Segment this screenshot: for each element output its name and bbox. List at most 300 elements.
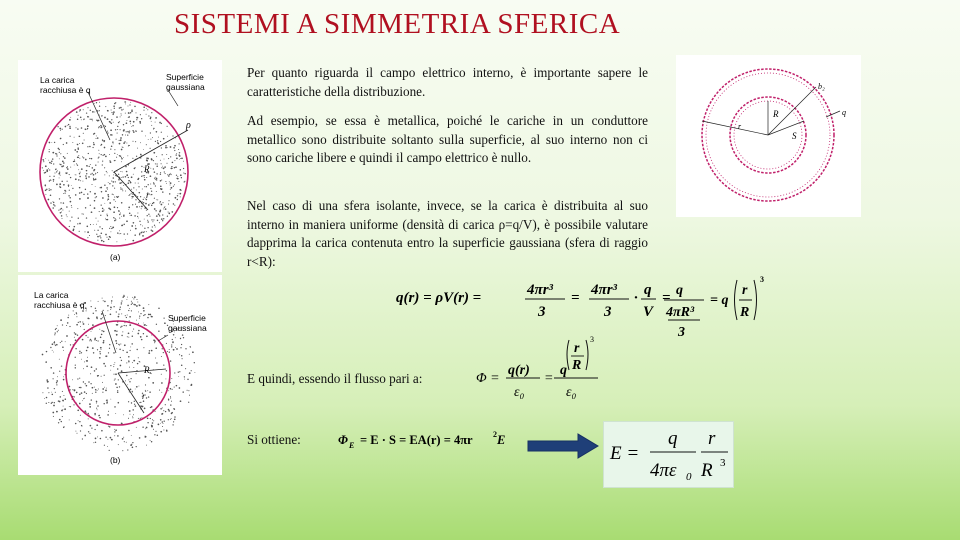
charge-dot	[92, 387, 94, 389]
charge-dot	[167, 126, 168, 127]
charge-dot	[117, 324, 119, 326]
charge-dot	[157, 140, 158, 141]
charge-dot	[107, 310, 108, 311]
charge-dot	[112, 227, 114, 229]
fig-a-r-label: r	[146, 190, 150, 200]
charge-dot	[163, 138, 165, 140]
charge-dot	[94, 338, 96, 340]
charge-dot	[122, 189, 123, 190]
charge-dot	[53, 176, 54, 177]
charge-dot	[66, 214, 67, 215]
charge-dot	[158, 213, 160, 215]
charge-dot	[92, 347, 94, 349]
charge-dot	[87, 231, 89, 233]
charge-dot	[98, 221, 99, 222]
charge-dot	[150, 148, 151, 149]
result-den2: R	[701, 460, 713, 481]
charge-dot	[120, 107, 122, 109]
result-den1: 4πε	[650, 460, 677, 481]
charge-dot	[77, 409, 79, 411]
charge-dot	[50, 347, 51, 348]
charge-dot	[80, 387, 82, 389]
charge-dot	[88, 418, 89, 419]
charge-dot	[129, 367, 130, 368]
charge-dot	[90, 373, 91, 374]
charge-dot	[126, 375, 127, 376]
charge-dot	[91, 158, 93, 160]
charge-dot	[131, 310, 132, 311]
charge-dot	[77, 119, 79, 121]
charge-dot	[59, 186, 60, 187]
charge-dot	[184, 173, 185, 174]
charge-dot	[88, 153, 89, 154]
charge-dot	[160, 431, 162, 433]
charge-dot	[103, 241, 105, 243]
charge-dot	[83, 381, 84, 382]
charge-dot	[188, 402, 189, 403]
charge-dot	[80, 326, 81, 327]
charge-dot	[81, 359, 82, 360]
charge-dot	[69, 197, 71, 199]
charge-dot	[62, 391, 63, 392]
charge-dot	[83, 398, 84, 399]
charge-dot	[43, 161, 44, 162]
charge-dot	[113, 374, 114, 375]
charge-dot	[56, 184, 58, 186]
charge-dot	[159, 122, 161, 124]
eq1-f2-num: q	[644, 282, 652, 298]
charge-dot	[106, 214, 107, 215]
charge-dot	[103, 342, 105, 344]
charge-dot	[56, 328, 57, 329]
charge-dot	[42, 159, 43, 160]
charge-dot	[132, 204, 133, 205]
charge-dot	[148, 139, 149, 140]
charge-dot	[108, 196, 109, 197]
charge-dot	[102, 161, 103, 162]
charge-dot	[151, 219, 152, 220]
charge-dot	[111, 135, 112, 136]
charge-dot	[79, 173, 80, 174]
charge-dot	[117, 129, 118, 130]
charge-dot	[102, 155, 103, 156]
charge-dot	[159, 202, 160, 203]
charge-dot	[132, 336, 133, 337]
charge-dot	[115, 218, 116, 219]
charge-dot	[77, 165, 78, 166]
charge-dot	[60, 164, 62, 166]
charge-dot	[77, 334, 78, 335]
charge-dot	[95, 178, 97, 180]
charge-dot	[78, 115, 79, 116]
charge-dot	[121, 313, 122, 314]
charge-dot	[125, 113, 126, 114]
charge-dot	[87, 193, 88, 194]
charge-dot	[135, 141, 136, 142]
charge-dot	[86, 217, 87, 218]
charge-dot	[49, 190, 50, 191]
charge-dot	[164, 206, 165, 207]
charge-dot	[79, 394, 81, 396]
charge-dot	[146, 144, 147, 145]
fig-a-rho-label: ρ	[186, 120, 191, 131]
charge-dot	[157, 199, 158, 200]
eq1-f4-den-num: 4πR³	[666, 305, 695, 320]
charge-dot	[104, 117, 106, 119]
charge-dot	[170, 388, 172, 390]
charge-dot	[173, 349, 175, 351]
eq2-eq: =	[544, 371, 554, 386]
charge-dot	[176, 385, 178, 387]
charge-dot	[161, 167, 162, 168]
charge-dot	[144, 408, 146, 410]
charge-dot	[110, 231, 111, 232]
charge-dot	[113, 306, 114, 307]
charge-dot	[104, 375, 105, 376]
charge-dot	[104, 301, 106, 303]
charge-dot	[158, 330, 159, 331]
charge-dot	[72, 188, 73, 189]
charge-dot	[144, 228, 145, 229]
charge-dot	[164, 207, 165, 208]
charge-dot	[121, 335, 122, 336]
charge-dot	[61, 366, 62, 367]
charge-dot	[63, 350, 64, 351]
charge-dot	[129, 324, 131, 326]
charge-dot	[153, 429, 154, 430]
charge-dot	[119, 386, 120, 387]
charge-dot	[122, 450, 123, 451]
charge-dot	[97, 340, 98, 341]
charge-dot	[69, 226, 70, 227]
charge-dot	[168, 213, 170, 215]
charge-dot	[167, 216, 168, 217]
charge-dot	[144, 175, 145, 176]
charge-dot	[133, 367, 134, 368]
charge-dot	[60, 138, 61, 139]
charge-dot	[170, 173, 171, 174]
charge-dot	[125, 101, 126, 102]
charge-dot	[130, 389, 132, 391]
charge-dot	[96, 316, 98, 318]
charge-dot	[86, 170, 88, 172]
charge-dot	[54, 172, 55, 173]
charge-dot	[102, 164, 103, 165]
charge-dot	[107, 118, 109, 120]
charge-dot	[122, 190, 123, 191]
charge-dot	[156, 156, 157, 157]
charge-dot	[53, 181, 54, 182]
charge-dot	[128, 379, 129, 380]
charge-dot	[101, 313, 103, 315]
charge-dot	[84, 435, 86, 437]
charge-dot	[86, 112, 87, 113]
charge-dot	[44, 172, 45, 173]
charge-dot	[132, 362, 133, 363]
charge-dot	[129, 212, 131, 214]
charge-dot	[80, 430, 81, 431]
charge-dot	[85, 383, 86, 384]
charge-dot	[170, 185, 171, 186]
charge-dot	[107, 189, 108, 190]
charge-dot	[53, 163, 54, 164]
charge-dot	[46, 397, 48, 399]
charge-dot	[81, 192, 83, 194]
charge-dot	[52, 158, 53, 159]
charge-dot	[85, 175, 87, 177]
charge-dot	[99, 153, 100, 154]
charge-dot	[64, 157, 66, 159]
charge-dot	[158, 424, 160, 426]
charge-dot	[107, 414, 109, 416]
charge-dot	[141, 339, 142, 340]
charge-dot	[63, 156, 64, 157]
charge-dot	[90, 119, 91, 120]
charge-dot	[96, 408, 97, 409]
charge-dot	[78, 322, 79, 323]
charge-dot	[98, 389, 99, 390]
charge-dot	[117, 133, 118, 134]
charge-dot	[132, 240, 134, 242]
charge-dot	[101, 430, 103, 432]
charge-dot	[164, 322, 166, 324]
charge-dot	[143, 315, 144, 316]
charge-dot	[70, 117, 71, 118]
charge-dot	[100, 125, 102, 127]
charge-dot	[88, 431, 89, 432]
charge-dot	[87, 413, 89, 415]
charge-dot	[181, 344, 182, 345]
charge-dot	[96, 138, 97, 139]
charge-dot	[171, 187, 173, 189]
charge-dot	[146, 177, 147, 178]
charge-dot	[129, 194, 130, 195]
charge-dot	[93, 179, 95, 181]
charge-dot	[102, 197, 104, 199]
charge-dot	[114, 380, 115, 381]
charge-dot	[128, 430, 129, 431]
charge-dot	[90, 425, 92, 427]
charge-dot	[128, 112, 130, 114]
charge-dot	[91, 306, 92, 307]
charge-dot	[98, 158, 99, 159]
charge-dot	[180, 174, 182, 176]
charge-dot	[139, 192, 141, 194]
charge-dot	[95, 218, 96, 219]
charge-dot	[131, 193, 132, 194]
charge-dot	[103, 140, 105, 142]
charge-dot	[136, 386, 138, 388]
charge-dot	[132, 302, 133, 303]
charge-dot	[160, 419, 162, 421]
charge-dot	[54, 334, 55, 335]
charge-dot	[163, 208, 164, 209]
charge-dot	[115, 413, 116, 414]
charge-dot	[80, 117, 82, 119]
charge-dot	[162, 421, 164, 423]
charge-dot	[91, 184, 92, 185]
charge-dot	[118, 316, 120, 318]
charge-dot	[116, 330, 117, 331]
charge-dot	[161, 189, 162, 190]
charge-dot	[53, 405, 55, 407]
charge-dot	[171, 346, 172, 347]
charge-dot	[146, 445, 147, 446]
charge-dot	[107, 131, 108, 132]
charge-dot	[89, 318, 90, 319]
charge-dot	[69, 326, 70, 327]
charge-dot	[155, 358, 156, 359]
charge-dot	[113, 352, 115, 354]
charge-dot	[122, 171, 123, 172]
charge-dot	[76, 174, 77, 175]
charge-dot	[171, 401, 172, 402]
charge-dot	[156, 165, 158, 167]
charge-dot	[65, 126, 67, 128]
charge-dot	[139, 233, 140, 234]
charge-dot	[140, 402, 141, 403]
charge-dot	[85, 189, 86, 190]
charge-dot	[55, 345, 56, 346]
charge-dot	[165, 173, 166, 174]
charge-dot	[114, 188, 115, 189]
charge-dot	[67, 181, 68, 182]
charge-dot	[94, 414, 95, 415]
charge-dot	[79, 231, 80, 232]
charge-dot	[75, 367, 76, 368]
charge-dot	[45, 361, 47, 363]
charge-dot	[54, 402, 55, 403]
charge-dot	[131, 304, 132, 305]
charge-dot	[69, 119, 71, 121]
charge-dot	[107, 439, 108, 440]
charge-dot	[189, 395, 190, 396]
charge-dot	[72, 389, 73, 390]
charge-dot	[68, 315, 69, 316]
charge-dot	[98, 157, 99, 158]
charge-dot	[45, 165, 47, 167]
charge-dot	[96, 234, 97, 235]
charge-dot	[132, 198, 133, 199]
charge-dot	[62, 324, 63, 325]
charge-dot	[86, 310, 87, 311]
charge-dot	[79, 353, 80, 354]
charge-dot	[56, 382, 57, 383]
charge-dot	[99, 106, 100, 107]
charge-dot	[52, 394, 54, 396]
charge-dot	[179, 143, 180, 144]
charge-dot	[52, 152, 54, 154]
charge-dot	[140, 313, 141, 314]
charge-dot	[111, 146, 113, 148]
charge-dot	[111, 109, 112, 110]
charge-dot	[103, 403, 104, 404]
charge-dot	[125, 380, 126, 381]
charge-dot	[174, 184, 175, 185]
charge-dot	[155, 431, 156, 432]
charge-dot	[87, 347, 89, 349]
charge-dot	[164, 166, 166, 168]
charge-dot	[75, 178, 77, 180]
charge-dot	[140, 196, 141, 197]
charge-dot	[118, 122, 119, 123]
charge-dot	[146, 114, 147, 115]
charge-dot	[161, 382, 163, 384]
charge-dot	[94, 133, 95, 134]
charge-dot	[111, 303, 112, 304]
charge-dot	[152, 137, 153, 138]
charge-dot	[182, 334, 183, 335]
charge-dot	[42, 392, 43, 393]
charge-dot	[90, 383, 91, 384]
charge-dot	[126, 131, 127, 132]
charge-dot	[79, 223, 81, 225]
charge-dot	[181, 355, 183, 357]
charge-dot	[139, 315, 140, 316]
charge-dot	[170, 189, 171, 190]
charge-dot	[90, 164, 91, 165]
charge-dot	[50, 195, 52, 197]
charge-dot	[125, 239, 126, 240]
charge-dot	[87, 146, 88, 147]
charge-dot	[120, 187, 121, 188]
charge-dot	[150, 194, 151, 195]
eq3-sq: 2	[493, 430, 497, 439]
figure-c-diagram	[676, 55, 861, 217]
charge-dot	[82, 438, 83, 439]
charge-dot	[135, 225, 136, 226]
charge-dot	[117, 435, 119, 437]
charge-dot	[63, 165, 65, 167]
charge-dot	[123, 350, 124, 351]
charge-dot	[121, 216, 122, 217]
charge-dot	[164, 171, 165, 172]
charge-dot	[86, 165, 88, 167]
charge-dot	[100, 337, 102, 339]
charge-dot	[105, 156, 107, 158]
charge-dot	[113, 105, 115, 107]
charge-dot	[131, 189, 132, 190]
charge-dot	[120, 137, 122, 139]
charge-dot	[60, 396, 62, 398]
charge-dot	[56, 344, 58, 346]
charge-dot	[104, 174, 105, 175]
charge-dot	[107, 401, 108, 402]
charge-dot	[65, 341, 66, 342]
charge-dot	[93, 313, 94, 314]
charge-dot	[107, 446, 108, 447]
result-arrow-icon	[526, 432, 600, 460]
charge-dot	[146, 427, 148, 429]
charge-dot	[138, 330, 140, 332]
fig-b-surface-label-1: Superficie	[168, 313, 206, 323]
charge-dot	[76, 151, 78, 153]
charge-dot	[97, 137, 99, 139]
charge-dot	[145, 384, 146, 385]
charge-dot	[112, 194, 113, 195]
eq1-f4-den-den: 3	[678, 325, 685, 340]
page-title: SISTEMI A SIMMETRIA SFERICA	[174, 8, 621, 40]
charge-dot	[92, 173, 93, 174]
charge-dot	[51, 142, 52, 143]
charge-dot	[128, 207, 130, 209]
charge-dot	[135, 183, 136, 184]
charge-dot	[153, 160, 154, 161]
charge-dot	[86, 173, 87, 174]
charge-dot	[67, 317, 69, 319]
charge-dot	[113, 174, 114, 175]
charge-dot	[53, 342, 55, 344]
